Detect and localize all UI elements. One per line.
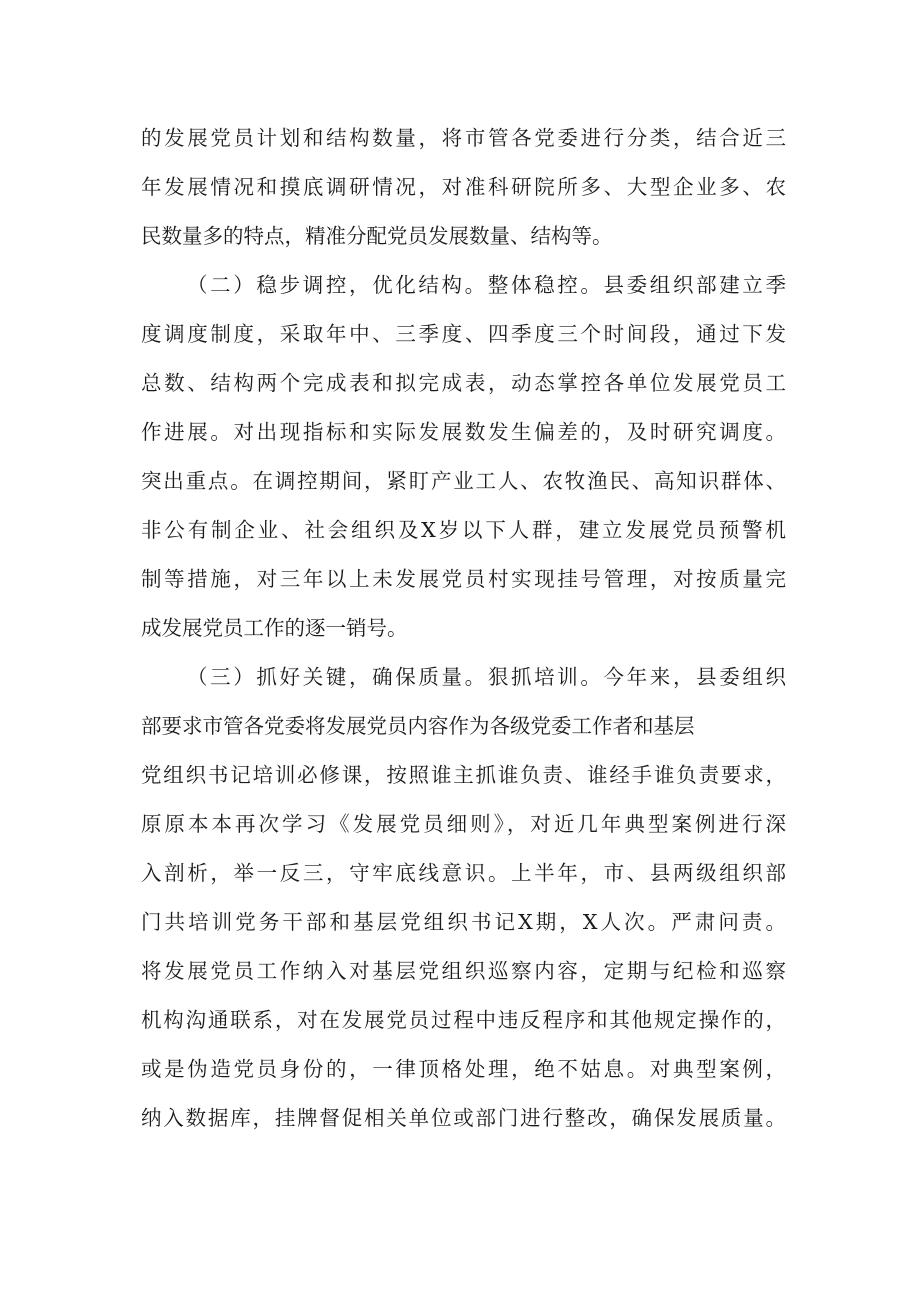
paragraph-2-line-4: 作进展。对出现指标和实际发展数发生偏差的，及时研究调度。	[141, 420, 786, 444]
paragraph-2-line-8: 成发展党员工作的逐一销号。	[141, 616, 408, 640]
document-body	[141, 114, 786, 1143]
paragraph-2-line-3: 总数、结构两个完成表和拟完成表，动态掌控各单位发展党员工	[141, 371, 786, 395]
paragraph-1-line-3: 民数量多的特点，精准分配党员发展数量、结构等。	[141, 224, 613, 248]
paragraph-2-line-6: 非公有制企业、社会组织及X岁以下人群，建立发展党员预警机	[141, 518, 786, 542]
paragraph-3-line-5: 入剖析，举一反三，守牢底线意识。上半年，市、县两级组织部	[141, 861, 786, 885]
paragraph-3-line-7: 将发展党员工作纳入对基层党组织巡察内容，定期与纪检和巡察	[141, 959, 786, 983]
paragraph-3-line-2: 部要求市管各党委将发展党员内容作为各级党委工作者和基层	[141, 714, 695, 738]
paragraph-2-line-7: 制等措施，对三年以上未发展党员村实现挂号管理，对按质量完	[141, 567, 786, 591]
paragraph-1-line-1: 的发展党员计划和结构数量，将市管各党委进行分类，结合近三	[141, 126, 786, 150]
paragraph-2-line-5: 突出重点。在调控期间，紧盯产业工人、农牧渔民、高知识群体、	[141, 469, 786, 493]
paragraph-3-line-1: （三）抓好关键，确保质量。狠抓培训。今年来，县委组织	[187, 665, 786, 689]
paragraph-1-line-2: 年发展情况和摸底调研情况，对准科研院所多、大型企业多、农	[141, 175, 786, 199]
paragraph-3-line-6: 门共培训党务干部和基层党组织书记X期，X人次。严肃问责。	[141, 910, 786, 934]
paragraph-3-line-10: 纳入数据库，挂牌督促相关单位或部门进行整改，确保发展质量。	[141, 1106, 786, 1130]
paragraph-2-line-2: 度调度制度，采取年中、三季度、四季度三个时间段，通过下发	[141, 322, 786, 346]
paragraph-2-line-1: （二）稳步调控，优化结构。整体稳控。县委组织部建立季	[187, 273, 786, 297]
paragraph-3-line-4: 原原本本再次学习《发展党员细则》，对近几年典型案例进行深	[141, 812, 786, 836]
paragraph-3-line-3: 党组织书记培训必修课，按照谁主抓谁负责、谁经手谁负责要求，	[141, 763, 786, 787]
paragraph-3-line-8: 机构沟通联系，对在发展党员过程中违反程序和其他规定操作的，	[141, 1008, 786, 1032]
paragraph-3-line-9: 或是伪造党员身份的，一律顶格处理，绝不姑息。对典型案例，	[141, 1057, 786, 1081]
